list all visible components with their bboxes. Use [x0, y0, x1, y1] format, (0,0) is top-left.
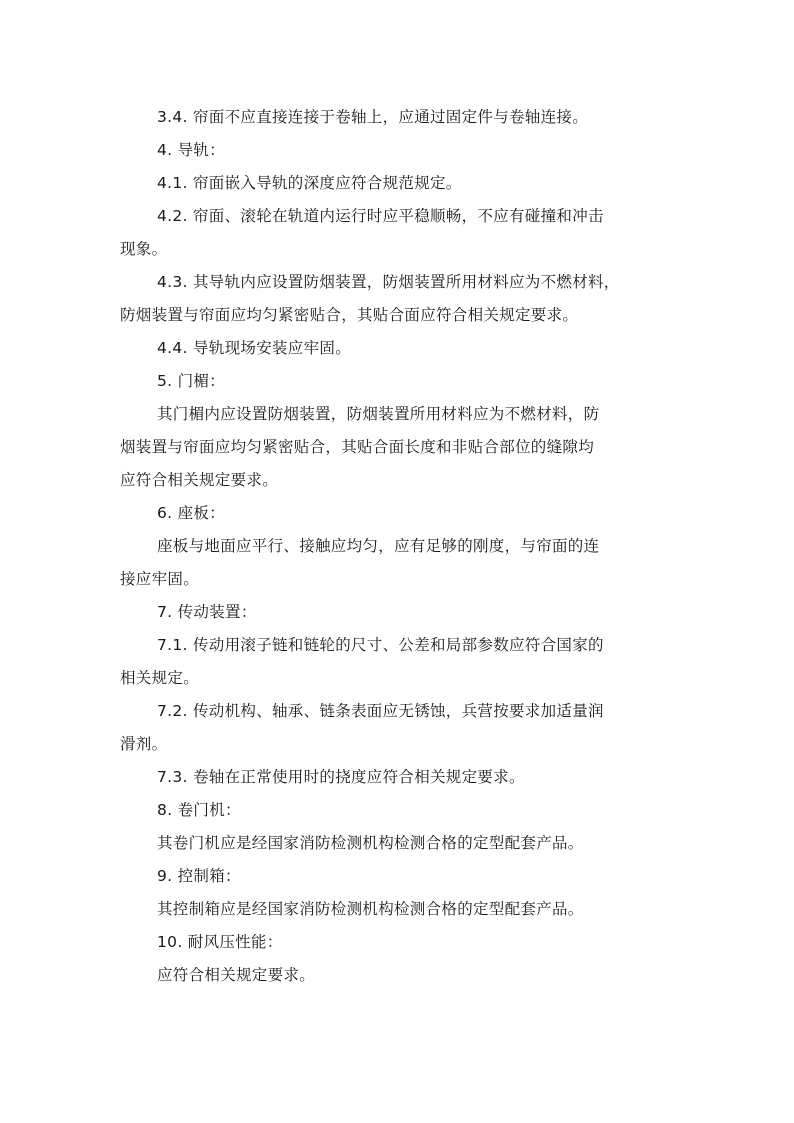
line-text: 7.1. 传动用滚子链和链轮的尺寸、公差和局部参数应符合国家的: [157, 636, 604, 654]
section-heading: 7. 传动装置：: [157, 603, 257, 621]
line-text: 4.4. 导轨现场安装应牢固。: [157, 339, 352, 357]
text-line: [120, 101, 680, 134]
text-line: [120, 200, 680, 233]
text-line: [120, 761, 680, 794]
text-line: [120, 695, 680, 728]
line-text: 滑剂。: [120, 735, 168, 753]
line-text: 接应牢固。: [120, 570, 200, 588]
text-line: [120, 332, 680, 365]
line-text: 4.2. 帘面、滚轮在轨道内运行时应平稳顺畅，不应有碰撞和冲击: [157, 207, 604, 225]
line-text: 其卷门机应是经国家消防检测机构检测合格的定型配套产品。: [157, 834, 584, 852]
line-text: 烟装置与帘面应均匀紧密贴合，其贴合面长度和非贴合部位的缝隙均: [120, 438, 595, 456]
text-line: [120, 431, 680, 464]
text-line: [120, 167, 680, 200]
line-text: 座板与地面应平行、接触应均匀，应有足够的刚度，与帘面的连: [157, 537, 600, 555]
text-line: [120, 299, 680, 332]
text-line: [120, 860, 680, 893]
document-body: [120, 101, 680, 992]
text-line: [120, 926, 680, 959]
text-line: [120, 497, 680, 530]
text-line: [120, 794, 680, 827]
line-text: 相关规定。: [120, 669, 200, 687]
line-text: 现象。: [120, 240, 168, 258]
line-text: 防烟装置与帘面应均匀紧密贴合，其贴合面应符合相关规定要求。: [120, 306, 579, 324]
text-line: [120, 662, 680, 695]
line-text: 应符合相关规定要求。: [157, 966, 316, 984]
line-text: 7.3. 卷轴在正常使用时的挠度应符合相关规定要求。: [157, 768, 525, 786]
line-text: 其门楣内应设置防烟装置，防烟装置所用材料应为不燃材料，防: [157, 405, 600, 423]
line-text: 3.4. 帘面不应直接连接于卷轴上，应通过固定件与卷轴连接。: [157, 108, 589, 126]
line-text: 4.1. 帘面嵌入导轨的深度应符合规范规定。: [157, 174, 462, 192]
text-line: [120, 464, 680, 497]
line-text: 应符合相关规定要求。: [120, 471, 279, 489]
text-line: [120, 563, 680, 596]
text-line: [120, 365, 680, 398]
section-heading: 10. 耐风压性能：: [157, 933, 283, 951]
text-line: [120, 959, 680, 992]
line-text: 其控制箱应是经国家消防检测机构检测合格的定型配套产品。: [157, 900, 584, 918]
line-text: 7.2. 传动机构、轴承、链条表面应无锈蚀，兵营按要求加适量润: [157, 702, 604, 720]
text-line: [120, 398, 680, 431]
text-line: [120, 134, 680, 167]
line-text: 4.3. 其导轨内应设置防烟装置，防烟装置所用材料应为不燃材料，: [157, 273, 620, 291]
text-line: [120, 827, 680, 860]
section-heading: 4. 导轨：: [157, 141, 226, 159]
text-line: [120, 629, 680, 662]
section-heading: 6. 座板：: [157, 504, 226, 522]
text-line: [120, 266, 680, 299]
text-line: [120, 893, 680, 926]
text-line: [120, 233, 680, 266]
section-heading: 5. 门楣：: [157, 372, 226, 390]
section-heading: 8. 卷门机：: [157, 801, 241, 819]
text-line: [120, 530, 680, 563]
text-line: [120, 728, 680, 761]
section-heading: 9. 控制箱：: [157, 867, 241, 885]
text-line: [120, 596, 680, 629]
